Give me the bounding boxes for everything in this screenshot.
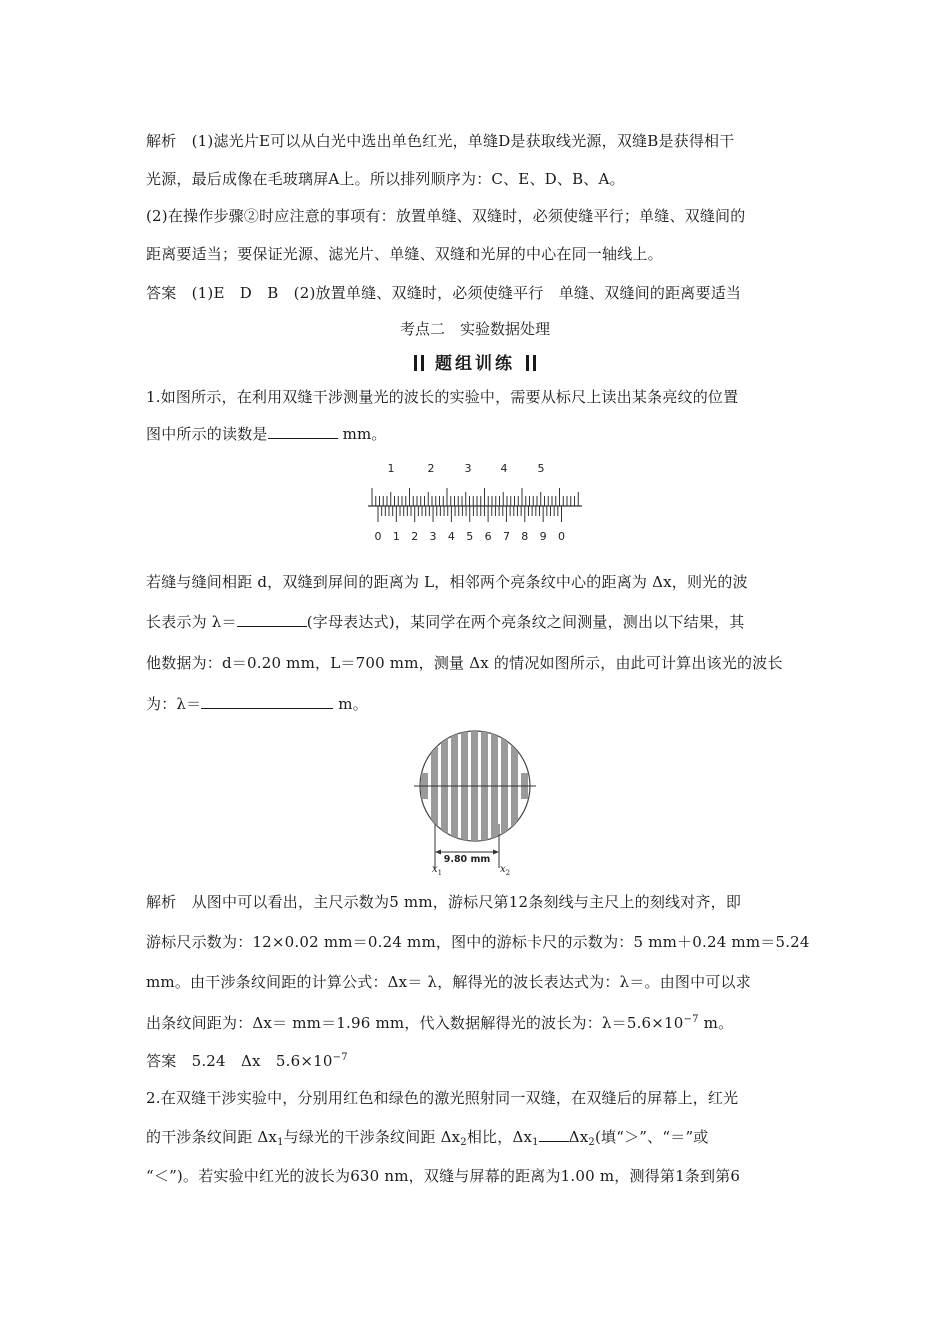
q1-line6 — [146, 693, 368, 714]
bright-fringe — [451, 728, 458, 848]
vernier-label: 7 — [502, 530, 510, 543]
analysis1-line2: 光源，最后成像在毛玻璃屏A上。所以排列顺序为：C、E、D、B、A。 — [146, 170, 625, 188]
q2-text-d: Δx — [568, 1128, 589, 1146]
bright-fringe — [481, 728, 488, 848]
answer-blank — [268, 426, 338, 439]
vernier-label: 9 — [539, 530, 547, 543]
q1-line6-unit: m。 — [333, 695, 368, 713]
vernier-label: 5 — [466, 530, 474, 543]
q2-text-c: 相比，Δx — [466, 1128, 533, 1146]
analysis2-line4-text: 出条纹间距为：Δx＝ mm＝1.96 mm，代入数据解得光的波长为：λ＝5.6×10 — [146, 1014, 684, 1032]
x1-label: $x_1$ — [432, 864, 443, 877]
bright-fringe — [471, 728, 478, 848]
analysis2-line1: 解析 从图中可以看出，主尺示数为5 mm，游标尺第12条刻线与主尺上的刻线对齐，即 — [146, 893, 742, 911]
q1-line2-text: 图中所示的读数是 — [146, 425, 268, 443]
bright-fringe — [501, 728, 508, 848]
q1-line3: 若缝与缝间相距 d，双缝到屏间的距离为 L，相邻两个亮条纹中心的距离为 Δx，则光的波 — [146, 573, 748, 591]
q2-sub1: 1 — [277, 1137, 284, 1148]
main-scale-label: 1 — [387, 462, 395, 475]
fringe-pattern-figure — [410, 728, 540, 878]
vernier-label: 0 — [374, 530, 382, 543]
vernier-label: 4 — [447, 530, 455, 543]
bright-fringe — [461, 728, 468, 848]
analysis2-line4-unit: m。 — [698, 1014, 734, 1032]
answer2-exponent: −7 — [332, 1052, 348, 1063]
exponent: −7 — [683, 1014, 699, 1025]
analysis2-line4 — [146, 1012, 733, 1033]
q1-line1: 1.如图所示，在利用双缝干涉测量光的波长的实验中，需要从标尺上读出某条亮纹的位置 — [146, 388, 739, 406]
arrow-head-left — [435, 850, 441, 855]
q1-line4-text: 长表示为 λ＝ — [146, 613, 237, 631]
vernier-label: 1 — [392, 530, 400, 543]
q1-line5: 他数据为：d＝0.20 mm，L＝700 mm，测量 Δx 的情况如图所示，由此可计算出该光的波长 — [146, 654, 783, 672]
q2-text-e: (填“＞”、“＝”或 — [594, 1128, 709, 1146]
banner-bar-left2 — [421, 355, 424, 371]
banner-bar-right2 — [533, 355, 536, 371]
section-title: 考点二 实验数据处理 — [399, 320, 550, 338]
banner-bar-right — [526, 355, 529, 371]
vernier-scale-figure — [360, 462, 590, 546]
answer2 — [146, 1050, 348, 1071]
q2-sub3: 1 — [532, 1137, 539, 1148]
main-scale-label: 5 — [537, 462, 545, 475]
q2-sub4: 2 — [588, 1137, 595, 1148]
analysis2-line3: mm。由干涉条纹间距的计算公式：Δx＝ λ，解得光的波长表达式为：λ＝。由图中可以求 — [146, 973, 751, 991]
main-scale-label: 3 — [464, 462, 472, 475]
x2-label: $x_2$ — [500, 864, 511, 877]
q1-line4 — [146, 611, 744, 632]
answer-blank — [539, 1129, 569, 1142]
answer-blank — [237, 614, 307, 627]
practice-banner — [0, 349, 950, 374]
q2-sub2: 2 — [460, 1137, 467, 1148]
q2-line3: “＜”)。若实验中红光的波长为630 nm，双缝与屏幕的距离为1.00 m，测得第1条到第6 — [146, 1167, 741, 1185]
q2-text-a: 的干涉条纹间距 Δx — [146, 1128, 278, 1146]
bright-fringe — [491, 728, 498, 848]
vernier-label: 8 — [521, 530, 529, 543]
answer-blank — [201, 696, 333, 709]
main-scale-label: 2 — [427, 462, 435, 475]
arrow-head-right — [493, 850, 499, 855]
analysis1-line4: 距离要适当；要保证光源、滤光片、单缝、双缝和光屏的中心在同一轴线上。 — [146, 245, 663, 263]
q1-line2 — [146, 423, 387, 444]
q1-line6-text: 为：λ＝ — [146, 695, 202, 713]
distance-label: 9.80 mm — [443, 854, 491, 865]
answer2-text: 答案 5.24 Δx 5.6×10 — [146, 1052, 333, 1070]
vernier-label: 3 — [429, 530, 437, 543]
q2-line2 — [146, 1126, 709, 1147]
analysis1-line3: (2)在操作步骤②时应注意的事项有：放置单缝、双缝时，必须使缝平行；单缝、双缝间的 — [146, 207, 746, 225]
answer1: 答案 (1)E D B (2)放置单缝、双缝时，必须使缝平行 单缝、双缝间的距离要适当 — [146, 284, 742, 302]
vernier-label: 0 — [558, 530, 565, 543]
bright-fringe — [441, 728, 448, 848]
vernier-label: 6 — [484, 530, 492, 543]
bright-fringe — [511, 728, 518, 848]
analysis1-line1: 解析 (1)滤光片E可以从白光中选出单色红光，单缝D是获取线光源，双缝B是获得相干 — [146, 132, 735, 150]
analysis2-line2: 游标尺示数为：12×0.02 mm＝0.24 mm，图中的游标卡尺的示数为：5 mm＋0.24 mm＝5.24 — [146, 933, 810, 951]
vernier-label: 2 — [411, 530, 419, 543]
banner-bar-left — [414, 355, 417, 371]
banner-text: 题组训练 — [435, 354, 515, 374]
main-scale-label: 4 — [500, 462, 508, 475]
q1-line2-unit: mm。 — [337, 425, 387, 443]
q2-text-b: 与绿光的干涉条纹间距 Δx — [283, 1128, 461, 1146]
q1-line4-rest: (字母表达式)，某同学在两个亮条纹之间测量，测出以下结果，其 — [306, 613, 745, 631]
q2-line1: 2.在双缝干涉实验中，分别用红色和绿色的激光照射同一双缝，在双缝后的屏幕上，红光 — [146, 1089, 739, 1107]
